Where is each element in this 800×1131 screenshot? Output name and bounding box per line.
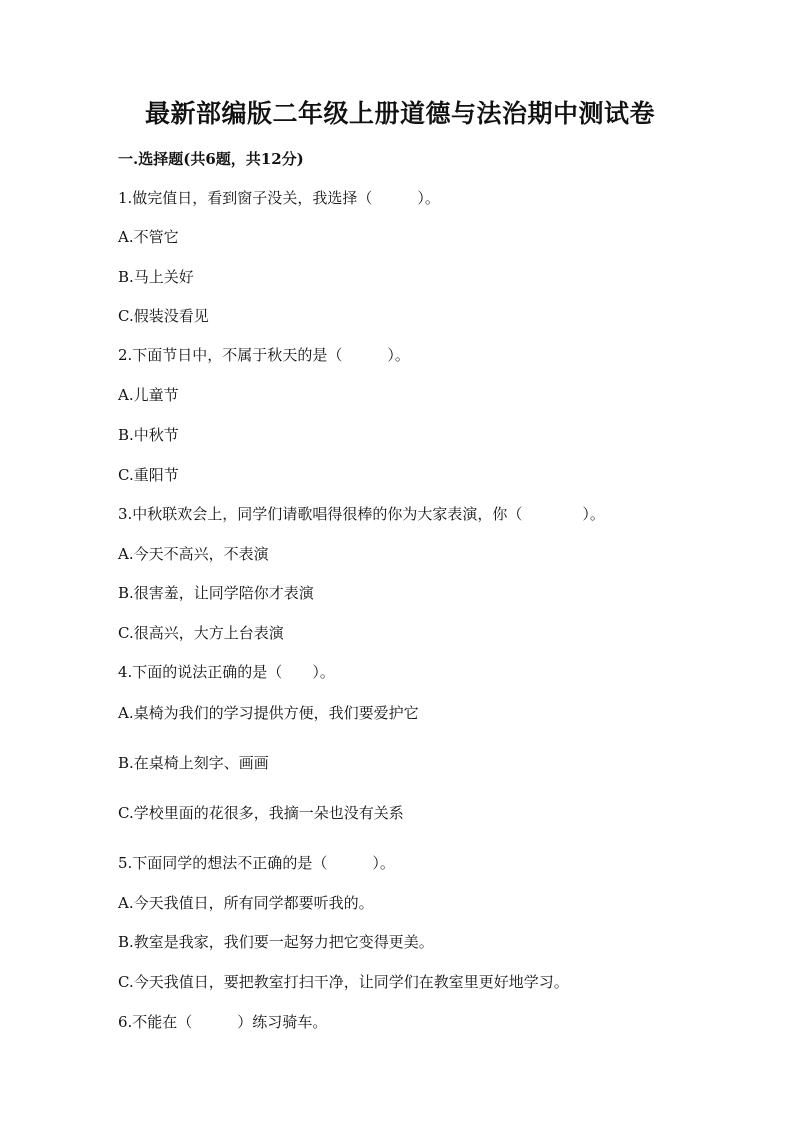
question-1-option-c: C.假装没看见 (118, 307, 209, 325)
question-4-stem: 4.下面的说法正确的是（ ）。 (118, 663, 335, 681)
question-6-stem: 6.不能在（ ）练习骑车。 (118, 1013, 328, 1031)
question-3-option-c: C.很高兴，大方上台表演 (118, 624, 284, 642)
question-1-option-b: B.马上关好 (118, 268, 194, 286)
question-3-stem: 3.中秋联欢会上，同学们请歌唱得很棒的你为大家表演，你（ ）。 (118, 505, 605, 523)
question-3-option-a: A.今天不高兴，不表演 (118, 545, 269, 563)
question-2-option-b: B.中秋节 (118, 426, 179, 444)
question-1-option-a: A.不管它 (118, 228, 179, 246)
page-title: 最新部编版二年级上册道德与法治期中测试卷 (144, 99, 655, 128)
question-2-stem: 2.下面节日中，不属于秋天的是（ ）。 (118, 346, 410, 364)
question-4-option-c: C.学校里面的花很多，我摘一朵也没有关系 (118, 804, 404, 822)
question-4-option-b: B.在桌椅上刻字、画画 (118, 754, 269, 772)
question-3-option-b: B.很害羞，让同学陪你才表演 (118, 584, 314, 602)
question-2-option-c: C.重阳节 (118, 466, 179, 484)
section-heading: 一.选择题(共6题，共12分) (118, 150, 304, 168)
question-5-option-c: C.今天我值日，要把教室打扫干净，让同学们在教室里更好地学习。 (118, 973, 569, 991)
question-4-option-a: A.桌椅为我们的学习提供方便，我们要爱护它 (118, 704, 419, 722)
question-5-stem: 5.下面同学的想法不正确的是（ ）。 (118, 854, 395, 872)
question-5-option-a: A.今天我值日，所有同学都要听我的。 (118, 894, 374, 912)
question-1-stem: 1.做完值日，看到窗子没关，我选择（ ）。 (118, 189, 440, 207)
question-5-option-b: B.教室是我家，我们要一起努力把它变得更美。 (118, 933, 434, 951)
question-2-option-a: A.儿童节 (118, 386, 179, 404)
